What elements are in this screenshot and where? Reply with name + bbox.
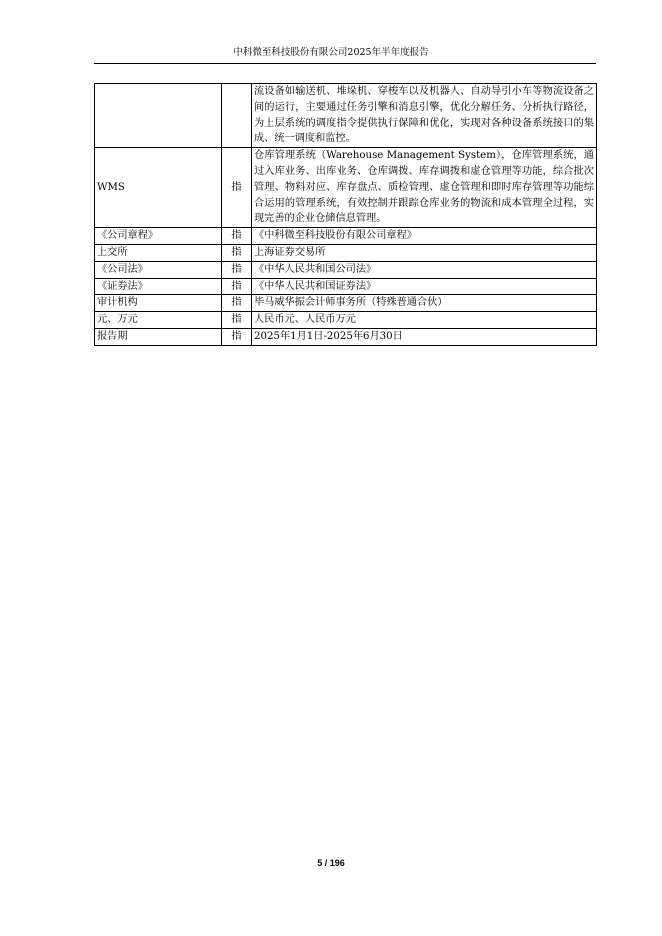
ref-cell: 指 <box>222 278 252 295</box>
description-cell: 《中华人民共和国证券法》 <box>252 278 597 295</box>
page-number: 5 / 196 <box>317 858 345 868</box>
table-row <box>95 244 597 261</box>
description-cell: 人民币元、人民币万元 <box>252 312 597 329</box>
description-cell: 毕马威华振会计师事务所（特殊普通合伙） <box>252 295 597 312</box>
definitions-table <box>94 83 597 346</box>
description-cell: 仓库管理系统（Warehouse Management System），仓库管理系统，通过入库业务、出库业务、仓库调拨、库存调拨和虚仓管理等功能，综合批次管理、物料对应、库存盘点、质检管理、虚仓管理和即时库存管理等功能综合运用的管理系统，有效控制并跟踪仓库业务的物流和成本管理全过程，实现完善的企业仓储信息管理。 <box>252 148 597 228</box>
term-cell: WMS <box>95 148 222 228</box>
description-cell: 上海证券交易所 <box>252 244 597 261</box>
table-row <box>95 312 597 329</box>
term-cell: 《公司法》 <box>95 261 222 278</box>
description-cell: 2025年1月1日-2025年6月30日 <box>252 328 597 345</box>
description-cell: 《中华人民共和国公司法》 <box>252 261 597 278</box>
term-cell: 《证券法》 <box>95 278 222 295</box>
table-row <box>95 261 597 278</box>
description-cell: 《中科微至科技股份有限公司章程》 <box>252 228 597 245</box>
page-header: 中科微至科技股份有限公司2025年半年度报告 <box>233 47 429 58</box>
ref-cell: 指 <box>222 148 252 228</box>
table-row <box>95 328 597 345</box>
header-rule <box>94 63 596 64</box>
term-cell: 报告期 <box>95 328 222 345</box>
ref-cell: 指 <box>222 312 252 329</box>
ref-cell: 指 <box>222 295 252 312</box>
term-cell: 审计机构 <box>95 295 222 312</box>
term-cell: 上交所 <box>95 244 222 261</box>
table-row <box>95 148 597 228</box>
ref-cell: 指 <box>222 328 252 345</box>
table-row <box>95 295 597 312</box>
table-row <box>95 278 597 295</box>
description-cell: 流设备如输送机、堆垛机、穿梭车以及机器人、自动导引小车等物流设备之间的运行，主要通过任务引擎和消息引擎，优化分解任务、分析执行路径，为上层系统的调度指令提供执行保障和优化，实现对各种设备系统接口的集成、统一调度和监控。 <box>252 84 597 148</box>
ref-cell: 指 <box>222 261 252 278</box>
term-cell: 元、万元 <box>95 312 222 329</box>
ref-cell: 指 <box>222 228 252 245</box>
table-row <box>95 84 597 148</box>
ref-cell: 指 <box>222 244 252 261</box>
ref-cell <box>222 84 252 148</box>
term-cell: 《公司章程》 <box>95 228 222 245</box>
table-row <box>95 228 597 245</box>
term-cell <box>95 84 222 148</box>
